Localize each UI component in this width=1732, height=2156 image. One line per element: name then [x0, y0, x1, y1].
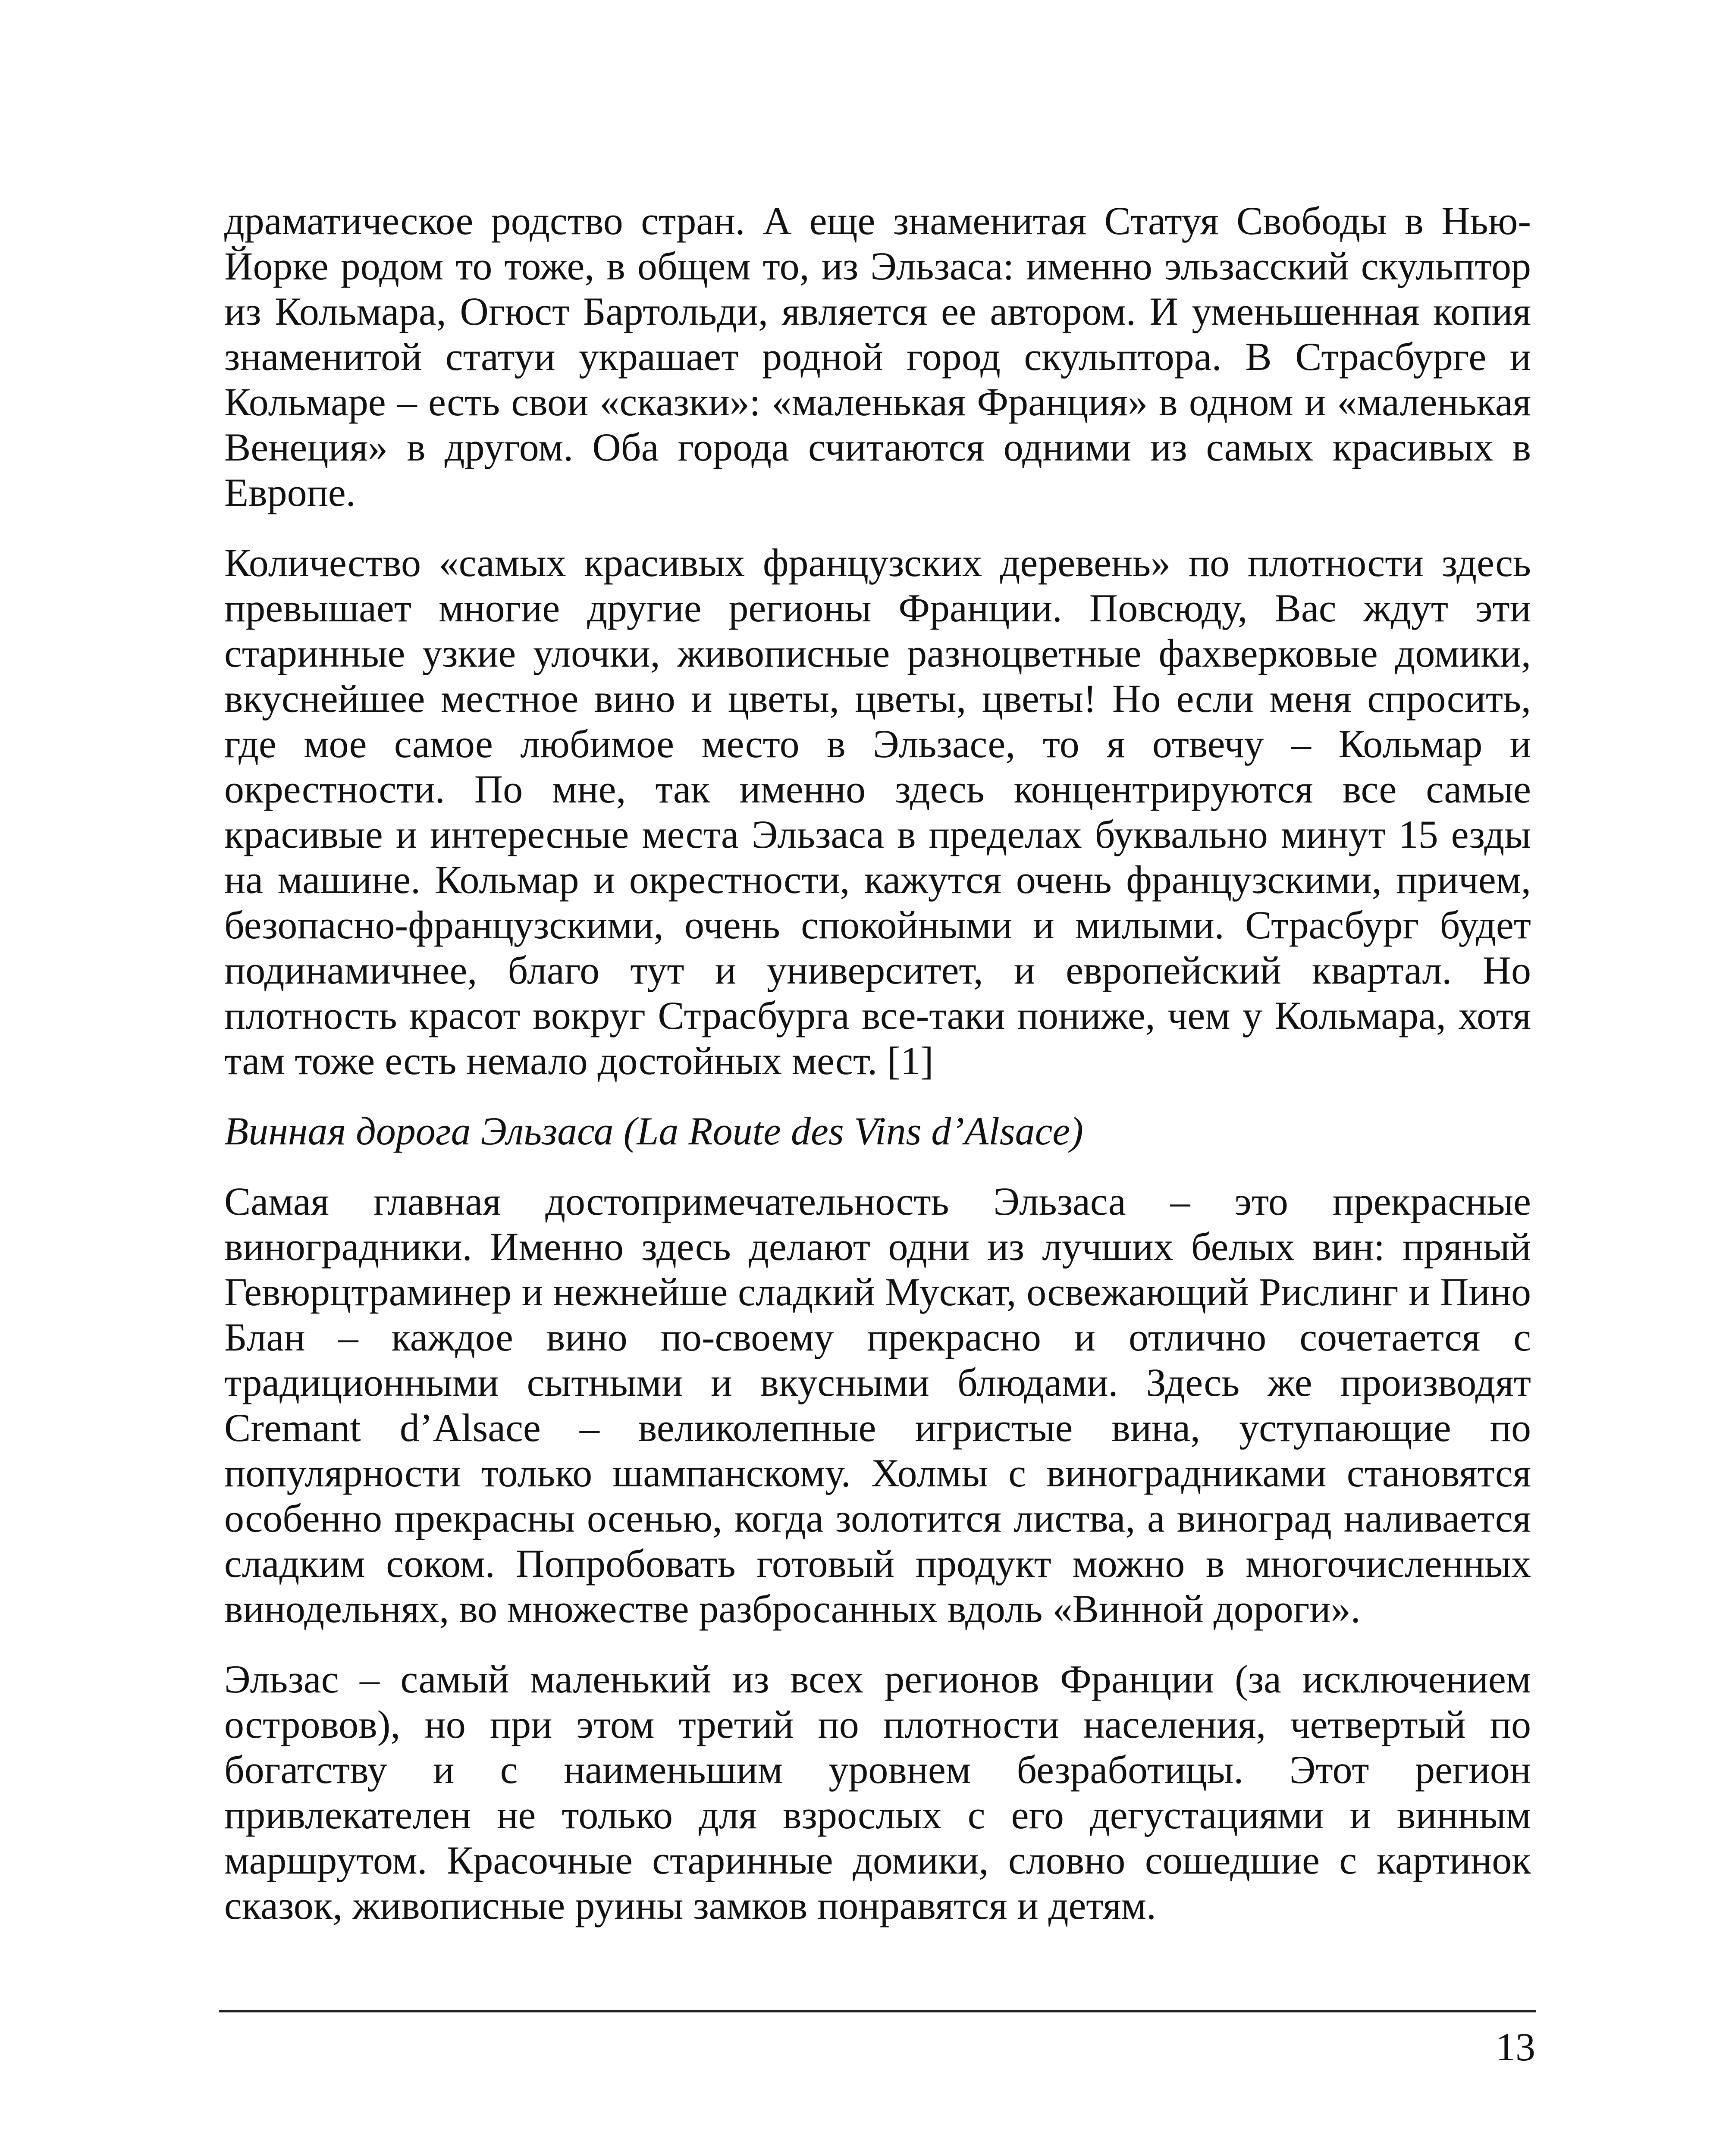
- paragraph-vineyards: Самая главная достопримечательность Эльзаса – это прекрасные виноградники. Именно здесь делают одни из лучших белых вин: пряный Гевюрцтраминер и нежнейше сладкий Мускат, освежающий Рислинг и Пино Блан – каждое вино по-своему прекрасно и отлично сочетается с традиционными сытными и вкусными блюдами. Здесь же производят Cremant d’Alsace – великолепные игристые вина, уступающие по популярности только шампанскому. Холмы с виноградниками становятся особенно прекрасны осенью, когда золотится листва, а виноград наливается сладким соком. Попробовать готовый продукт можно в многочисленных винодельнях, во множестве разбросанных вдоль «Винной дороги».: [224, 1179, 1531, 1631]
- paragraph-statue-of-liberty: драматическое родство стран. А еще знаменитая Статуя Свободы в Нью-Йорке родом то тоже, в общем то, из Эльзаса: именно эльзасский скульптор из Кольмара, Огюст Бартольди, является ее автором. И уменьшенная копия знаменитой статуи украшает родной город скульптора. В Страсбурге и Кольмаре – есть свои «сказки»: «маленькая Франция» в одном и «маленькая Венеция» в другом. Оба города считаются одними из самых красивых в Европе.: [224, 199, 1531, 514]
- paragraph-region-facts: Эльзас – самый маленький из всех регионов Франции (за исключением островов), но при этом третий по плотности населения, четвертый по богатству и с наименьшим уровнем безработицы. Этот регион привлекателен не только для взрослых с его дегустациями и винным маршрутом. Красочные старинные домики, словно сошедшие с картинок сказок, живописные руины замков понравятся и детям.: [224, 1657, 1531, 1927]
- paragraph-beautiful-villages: Количество «самых красивых французских деревень» по плотности здесь превышает многие другие регионы Франции. Повсюду, Вас ждут эти старинные узкие улочки, живописные разноцветные фахверковые домики, вкуснейшее местное вино и цветы, цветы, цветы! Но если меня спросить, где мое самое любимое место в Эльзасе, то я отвечу – Кольмар и окрестности. По мне, так именно здесь концентрируются все самые красивые и интересные места Эльзаса в пределах буквально минут 15 езды на машине. Кольмар и окрестности, кажутся очень французскими, причем, безопасно-французскими, очень спокойными и милыми. Страсбург будет подинамичнее, благо тут и университет, и европейский квартал. Но плотность красот вокруг Страсбурга все-таки пониже, чем у Кольмара, хотя там тоже есть немало достойных мест. [1]: [224, 541, 1531, 1083]
- body-text: [224, 198, 1531, 1953]
- section-subheading-wine-route: Винная дорога Эльзаса (La Route des Vins d’Alsace): [224, 1109, 1083, 1153]
- page-number: 13: [1496, 2025, 1535, 2069]
- footer-divider: [219, 2010, 1536, 2012]
